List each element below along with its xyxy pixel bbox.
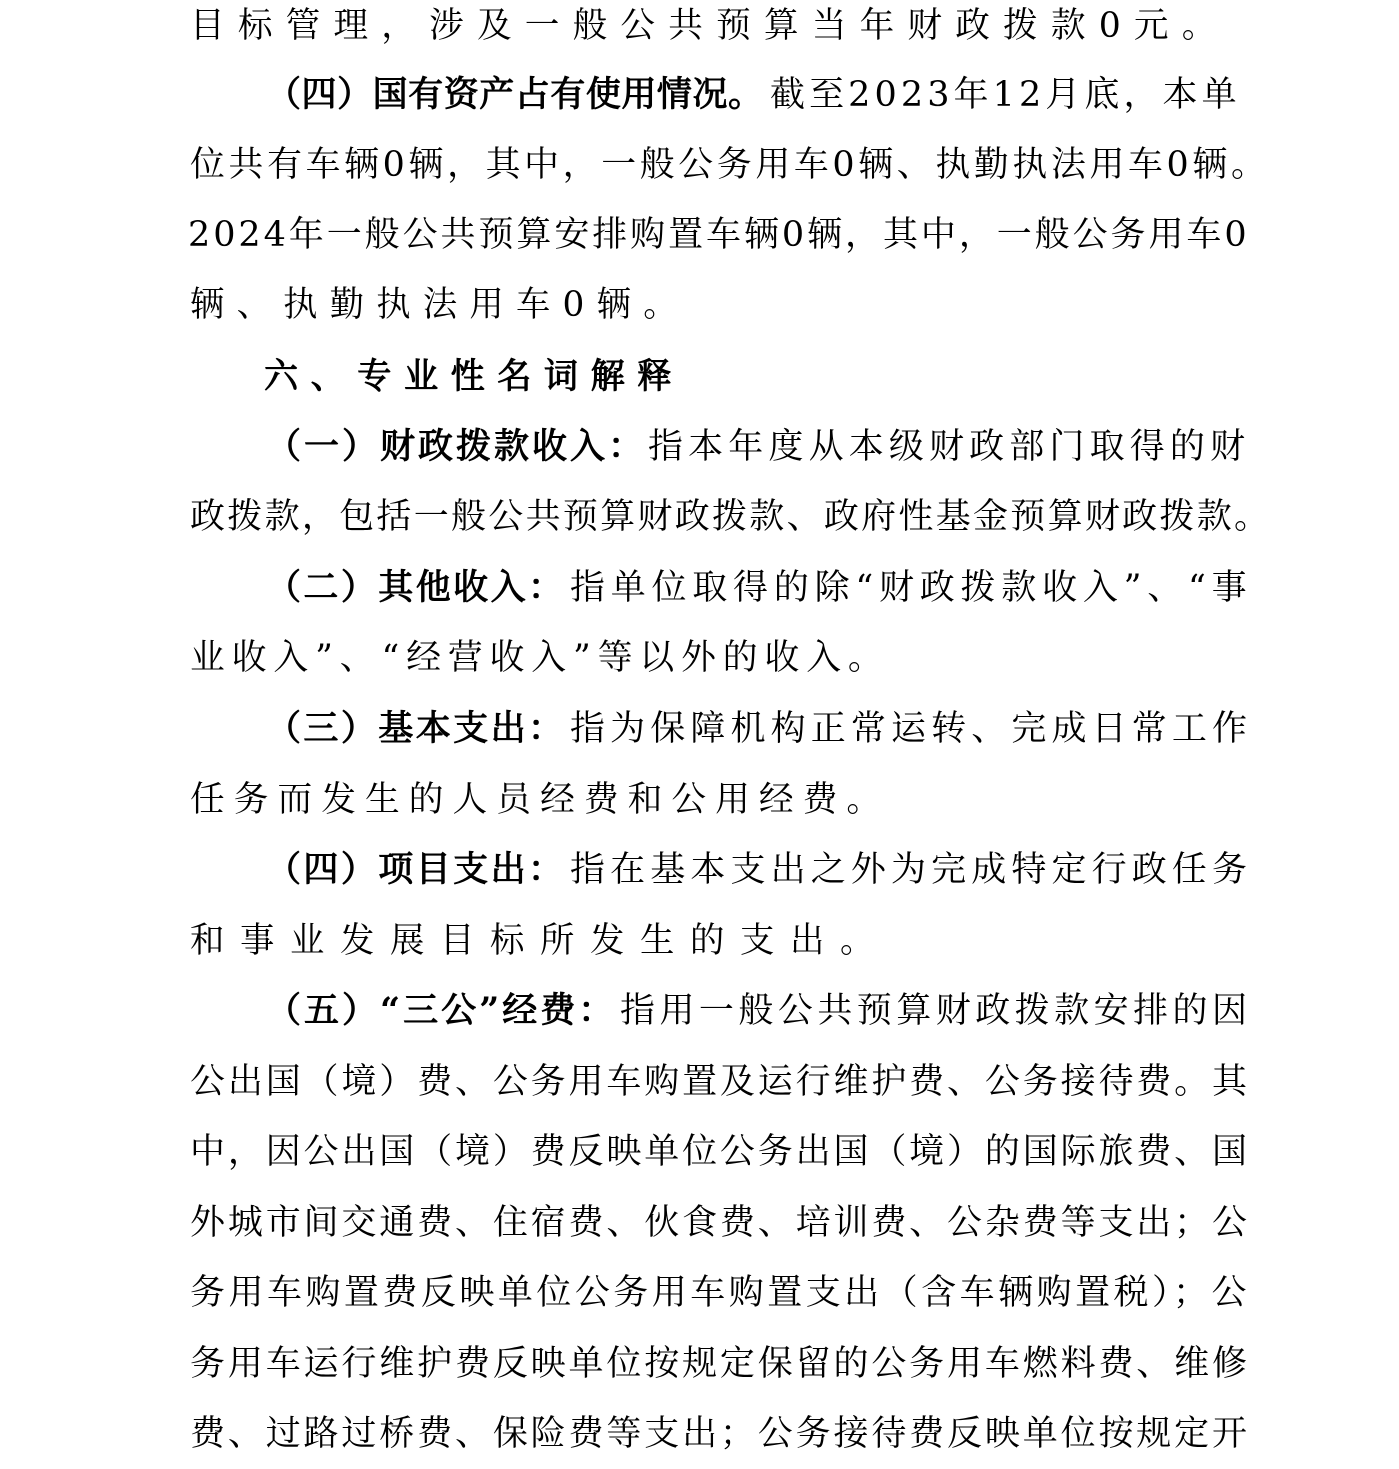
- paragraph-assets-line-2: [0, 130, 1399, 200]
- text-line: 位共有车辆0辆，其中，一般公务用车0辆、执勤执法用车0辆。: [190, 145, 1270, 185]
- paragraph-term-3-line-1: [0, 694, 1399, 764]
- paragraph-term-2-line-2: [0, 623, 1399, 693]
- term-4-title: （四）项目支出：: [266, 849, 566, 890]
- text-line: 指用一般公共预算财政拨款安排的因: [620, 991, 1252, 1031]
- paragraph-assets-line-1: [0, 60, 1399, 130]
- text-line: 目标管理，涉及一般公共预算当年财政拨款0元。: [190, 6, 1230, 46]
- paragraph-term-5-line-2: [0, 1047, 1399, 1117]
- paragraph-term-5-line-5: [0, 1258, 1399, 1328]
- text-line: 外城市间交通费、住宿费、伙食费、培训费、公杂费等支出；公: [190, 1203, 1250, 1243]
- paragraph-term-5-line-1: [0, 976, 1399, 1046]
- text-line: 中，因公出国（境）费反映单位公务出国（境）的国际旅费、国: [190, 1132, 1250, 1172]
- term-1-title: （一）财政拨款收入：: [266, 426, 647, 467]
- term-5-title: （五）“三公”经费：: [266, 990, 617, 1031]
- term-2-title: （二）其他收入：: [266, 567, 566, 608]
- paragraph-term-2-line-1: [0, 553, 1399, 623]
- section-heading: 六、专业性名词解释: [264, 357, 684, 397]
- paragraph-assets-line-3: [0, 200, 1399, 270]
- text-line: 公出国（境）费、公务用车购置及运行维护费、公务接待费。其: [190, 1062, 1250, 1102]
- paragraph-term-5-line-7: [0, 1399, 1399, 1469]
- paragraph-term-5-line-6: [0, 1329, 1399, 1399]
- paragraph-assets-line-4: [0, 270, 1399, 340]
- text-line: 务用车购置费反映单位公务用车购置支出（含车辆购置税）；公: [190, 1273, 1250, 1313]
- paragraph-term-1-line-2: [0, 482, 1399, 552]
- text-line: 政拨款，包括一般公共预算财政拨款、政府性基金预算财政拨款。: [190, 497, 1272, 537]
- text-line: 务用车运行维护费反映单位按规定保留的公务用车燃料费、维修: [190, 1344, 1250, 1384]
- text-line: 指本年度从本级财政部门取得的财: [648, 427, 1251, 467]
- paragraph-budget-end-line-1: [0, 0, 1399, 61]
- term-3-title: （三）基本支出：: [266, 708, 566, 749]
- paragraph-term-1-line-1: [0, 412, 1399, 482]
- paragraph-term-5-line-4: [0, 1188, 1399, 1258]
- text-line: 费、过路过桥费、保险费等支出；公务接待费反映单位按规定开: [190, 1414, 1250, 1454]
- section-six-heading-line: [0, 342, 1399, 412]
- text-line: 和事业发展目标所发生的支出。: [190, 921, 890, 961]
- text-line: 业收入”、“经营收入”等以外的收入。: [190, 638, 890, 678]
- paragraph-term-4-line-1: [0, 835, 1399, 905]
- text-line: 2024年一般公共预算安排购置车辆0辆，其中，一般公务用车0: [188, 215, 1250, 255]
- paragraph-term-3-line-2: [0, 765, 1399, 835]
- text-line: 指在基本支出之外为完成特定行政任务: [570, 850, 1253, 890]
- text-line: 指为保障机构正常运转、完成日常工作: [570, 709, 1253, 749]
- text-line: 任务而发生的人员经费和公用经费。: [190, 780, 891, 820]
- text-line: 辆、执勤执法用车0辆。: [190, 285, 690, 325]
- text-line: 截至2023年12月底，本单: [770, 75, 1241, 115]
- paragraph-term-5-line-3: [0, 1117, 1399, 1187]
- text-line: 指单位取得的除“财政拨款收入”、“事: [570, 568, 1253, 608]
- paragraph-assets-title: （四）国有资产占有使用情况。: [266, 74, 764, 115]
- paragraph-term-4-line-2: [0, 906, 1399, 976]
